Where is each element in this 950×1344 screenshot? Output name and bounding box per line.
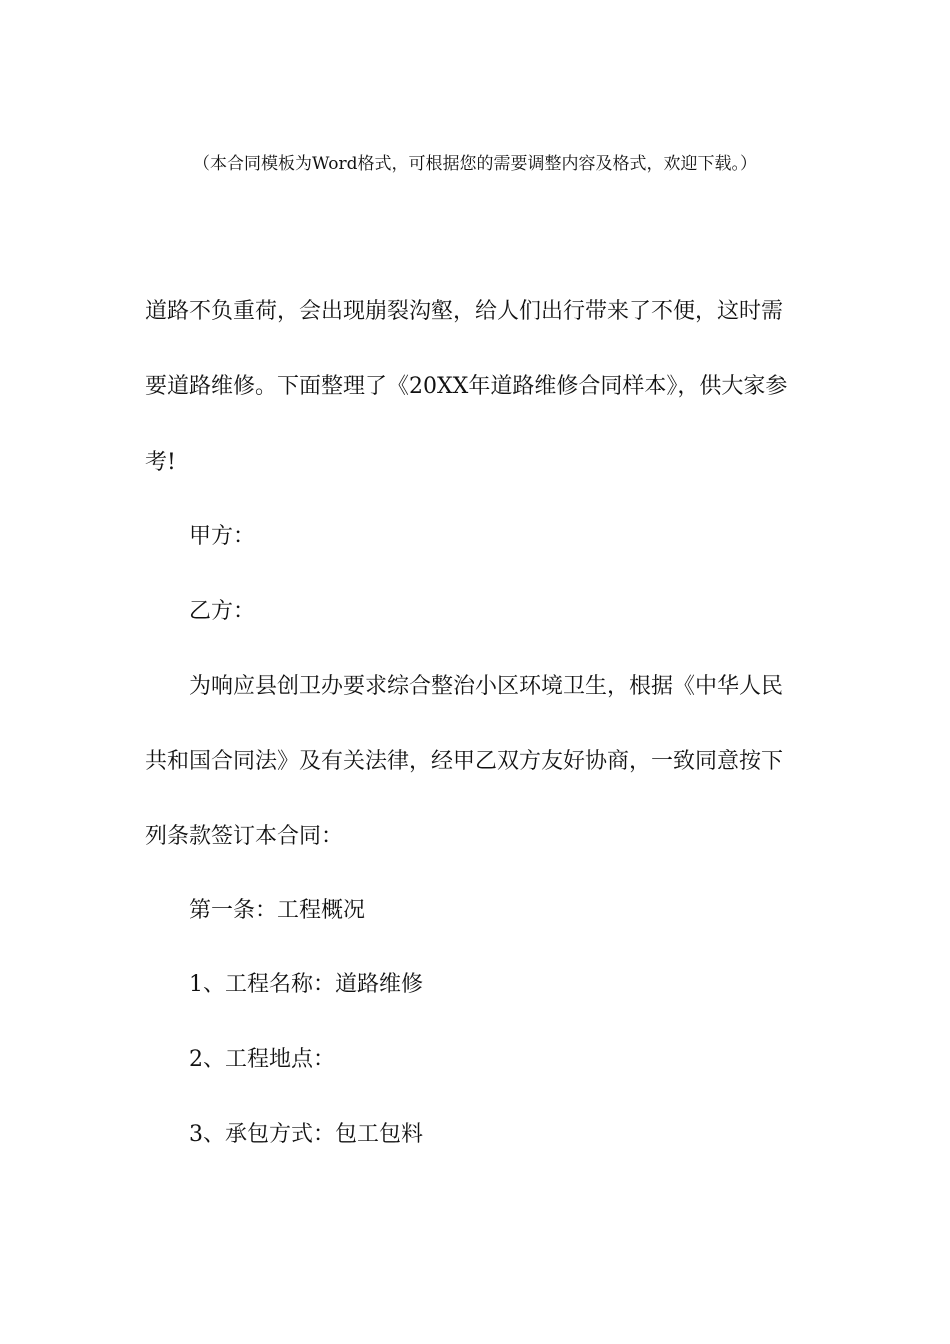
party-b-label: 乙方： — [189, 599, 256, 624]
template-note: （本合同模板为Word格式，可根据您的需要调整内容及格式，欢迎下载。） — [192, 154, 758, 174]
preamble-line-2: 共和国合同法》及有关法律，经甲乙双方友好协商，一致同意按下 — [145, 749, 784, 774]
preamble-line-1: 为响应县创卫办要求综合整治小区环境卫生，根据《中华人民 — [189, 674, 784, 699]
article-1-item-3: 3、承包方式：包工包料 — [189, 1122, 423, 1147]
article-1-heading: 第一条：工程概况 — [189, 898, 366, 923]
preamble-line-3: 列条款签订本合同： — [145, 824, 344, 849]
intro-line-3: 考! — [145, 450, 176, 475]
article-1-item-1: 1、工程名称：道路维修 — [189, 972, 423, 997]
intro-line-2: 要道路维修。下面整理了《20XX年道路维修合同样本》，供大家参 — [145, 374, 788, 399]
intro-line-1: 道路不负重荷，会出现崩裂沟壑，给人们出行带来了不便，这时需 — [145, 299, 784, 324]
article-1-item-2: 2、工程地点： — [189, 1047, 335, 1072]
party-a-label: 甲方： — [189, 524, 256, 549]
